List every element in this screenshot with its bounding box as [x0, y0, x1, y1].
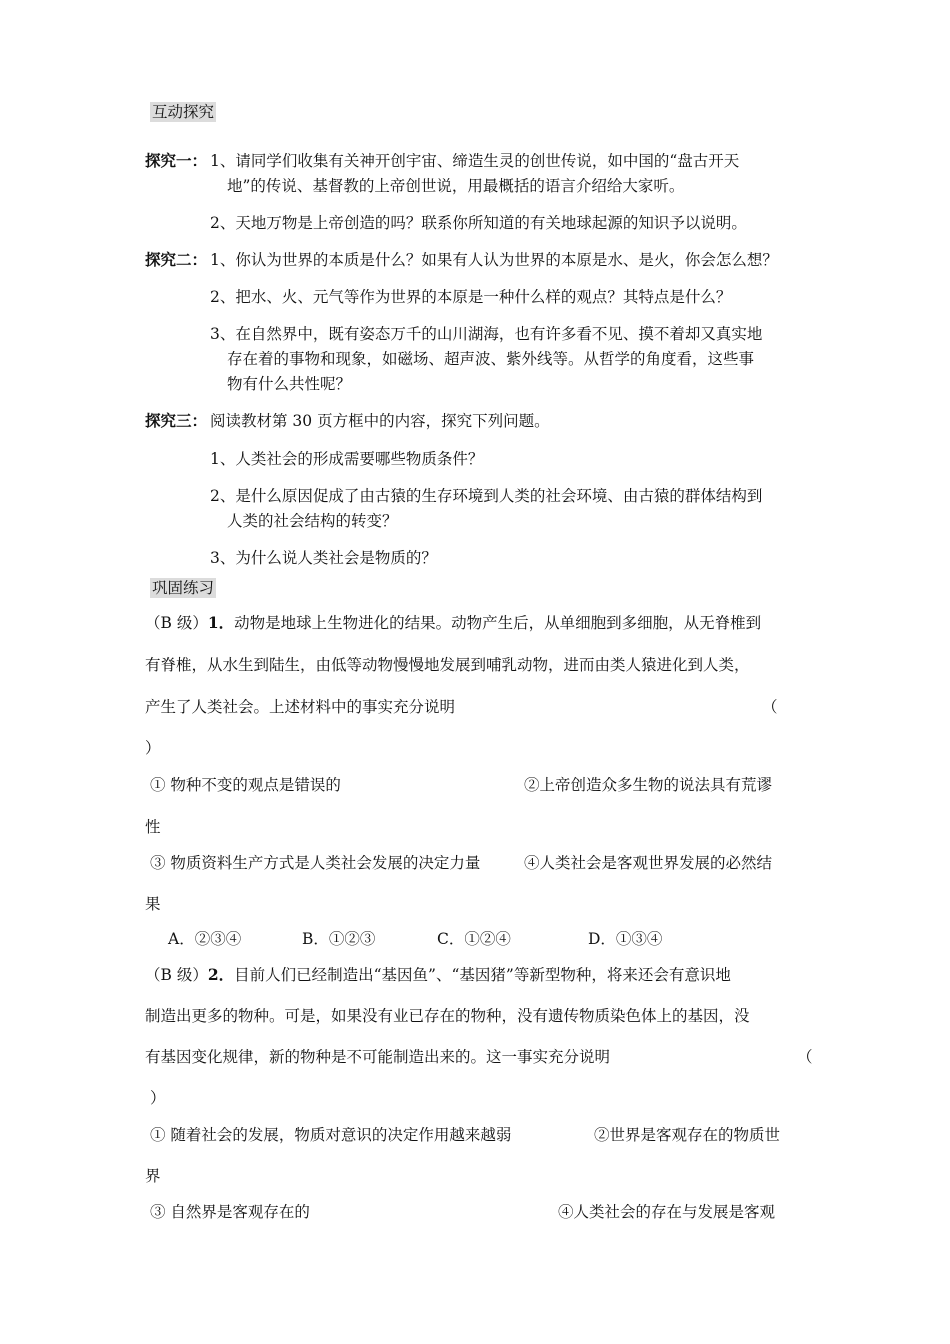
practice2-level: （B 级） [145, 966, 208, 984]
practice1-choice-a[interactable]: A．②③④ [168, 930, 242, 948]
explore2-q3-line3: 物有什么共性呢？ [227, 375, 352, 393]
explore3-q1: 1、人类社会的形成需要哪些物质条件？ [210, 450, 484, 468]
practice2-line1 [145, 964, 731, 986]
explore3-q3: 3、为什么说人类社会是物质的？ [210, 549, 437, 567]
section-title-practice: 巩固练习 [152, 579, 215, 597]
explore1-label: 探究一： [145, 151, 208, 170]
practice1-line3: 产生了人类社会。上述材料中的事实充分说明 [145, 698, 456, 716]
practice1-text-line1: 动物是地球上生物进化的结果。动物产生后，从单细胞到多细胞，从无脊椎到 [234, 614, 762, 632]
practice1-level: （B 级） [145, 614, 208, 632]
practice1-choice-c[interactable]: C．①②④ [437, 930, 511, 948]
explore3-label: 探究三： [145, 411, 208, 430]
practice2-paren-close: ） [150, 1089, 166, 1107]
practice1-option-4b: 果 [145, 895, 161, 913]
explore1-q1-line2: 地”的传说、基督教的上帝创世说，用最概括的语言介绍给大家听。 [227, 177, 685, 195]
explore1-q2: 2、天地万物是上帝创造的吗？联系你所知道的有关地球起源的知识予以说明。 [210, 214, 747, 232]
practice1-choice-b[interactable]: B．①②③ [302, 930, 376, 948]
practice1-option-3: ③ 物质资料生产方式是人类社会发展的决定力量 [150, 854, 481, 872]
practice2-option-4: ④人类社会的存在与发展是客观 [558, 1203, 776, 1221]
practice2-paren-open: （ [797, 1048, 813, 1066]
explore2-q3-line2: 存在着的事物和现象，如磁场、超声波、紫外线等。从哲学的角度看，这些事 [227, 350, 755, 368]
explore2-q1: 1、你认为世界的本质是什么？如果有人认为世界的本原是水、是火，你会怎么想？ [210, 251, 778, 269]
explore3-q2-line2: 人类的社会结构的转变？ [227, 512, 398, 530]
practice1-number: 1． [207, 613, 235, 632]
practice2-line3: 有基因变化规律，新的物种是不可能制造出来的。这一事实充分说明 [145, 1048, 611, 1066]
practice1-option-4a: ④人类社会是客观世界发展的必然结 [524, 854, 773, 872]
practice2-option-2a: ②世界是客观存在的物质世 [594, 1126, 781, 1144]
explore2-q2: 2、把水、火、元气等作为世界的本原是一种什么样的观点？其特点是什么？ [210, 288, 732, 306]
practice2-line2: 制造出更多的物种。可是，如果没有业已存在的物种，没有遗传物质染色体上的基因，没 [145, 1007, 750, 1025]
practice2-option-3: ③ 自然界是客观存在的 [150, 1203, 310, 1221]
explore2-q3-line1: 3、在自然界中，既有姿态万千的山川湖海，也有许多看不见、摸不着却又真实地 [210, 325, 763, 343]
section-title-interactive: 互动探究 [152, 103, 215, 121]
practice1-paren-close: ） [145, 739, 161, 757]
practice2-option-2b: 界 [145, 1167, 161, 1185]
explore3-intro: 阅读教材第 30 页方框中的内容，探究下列问题。 [210, 412, 550, 430]
practice1-line2: 有脊椎，从水生到陆生，由低等动物慢慢地发展到哺乳动物，进而由类人猿进化到人类， [145, 656, 750, 674]
practice2-option-1: ① 随着社会的发展，物质对意识的决定作用越来越弱 [150, 1126, 512, 1144]
practice1-option-2b: 性 [145, 818, 161, 836]
practice1-paren-open: （ [762, 698, 778, 716]
practice1-option-2a: ②上帝创造众多生物的说法具有荒谬 [524, 776, 773, 794]
practice2-number: 2． [207, 965, 235, 984]
practice1-choice-d[interactable]: D．①③④ [588, 930, 663, 948]
explore3-q2-line1: 2、是什么原因促成了由古猿的生存环境到人类的社会环境、由古猿的群体结构到 [210, 487, 763, 505]
explore2-label: 探究二： [145, 250, 208, 269]
explore1-q1-line1: 1、请同学们收集有关神开创宇宙、缔造生灵的创世传说，如中国的“盘古开天 [210, 152, 740, 170]
practice2-text-line1: 目前人们已经制造出“基因鱼”、“基因猪”等新型物种，将来还会有意识地 [234, 966, 731, 984]
practice1-option-1: ① 物种不变的观点是错误的 [150, 776, 341, 794]
practice1-line1 [145, 612, 761, 634]
